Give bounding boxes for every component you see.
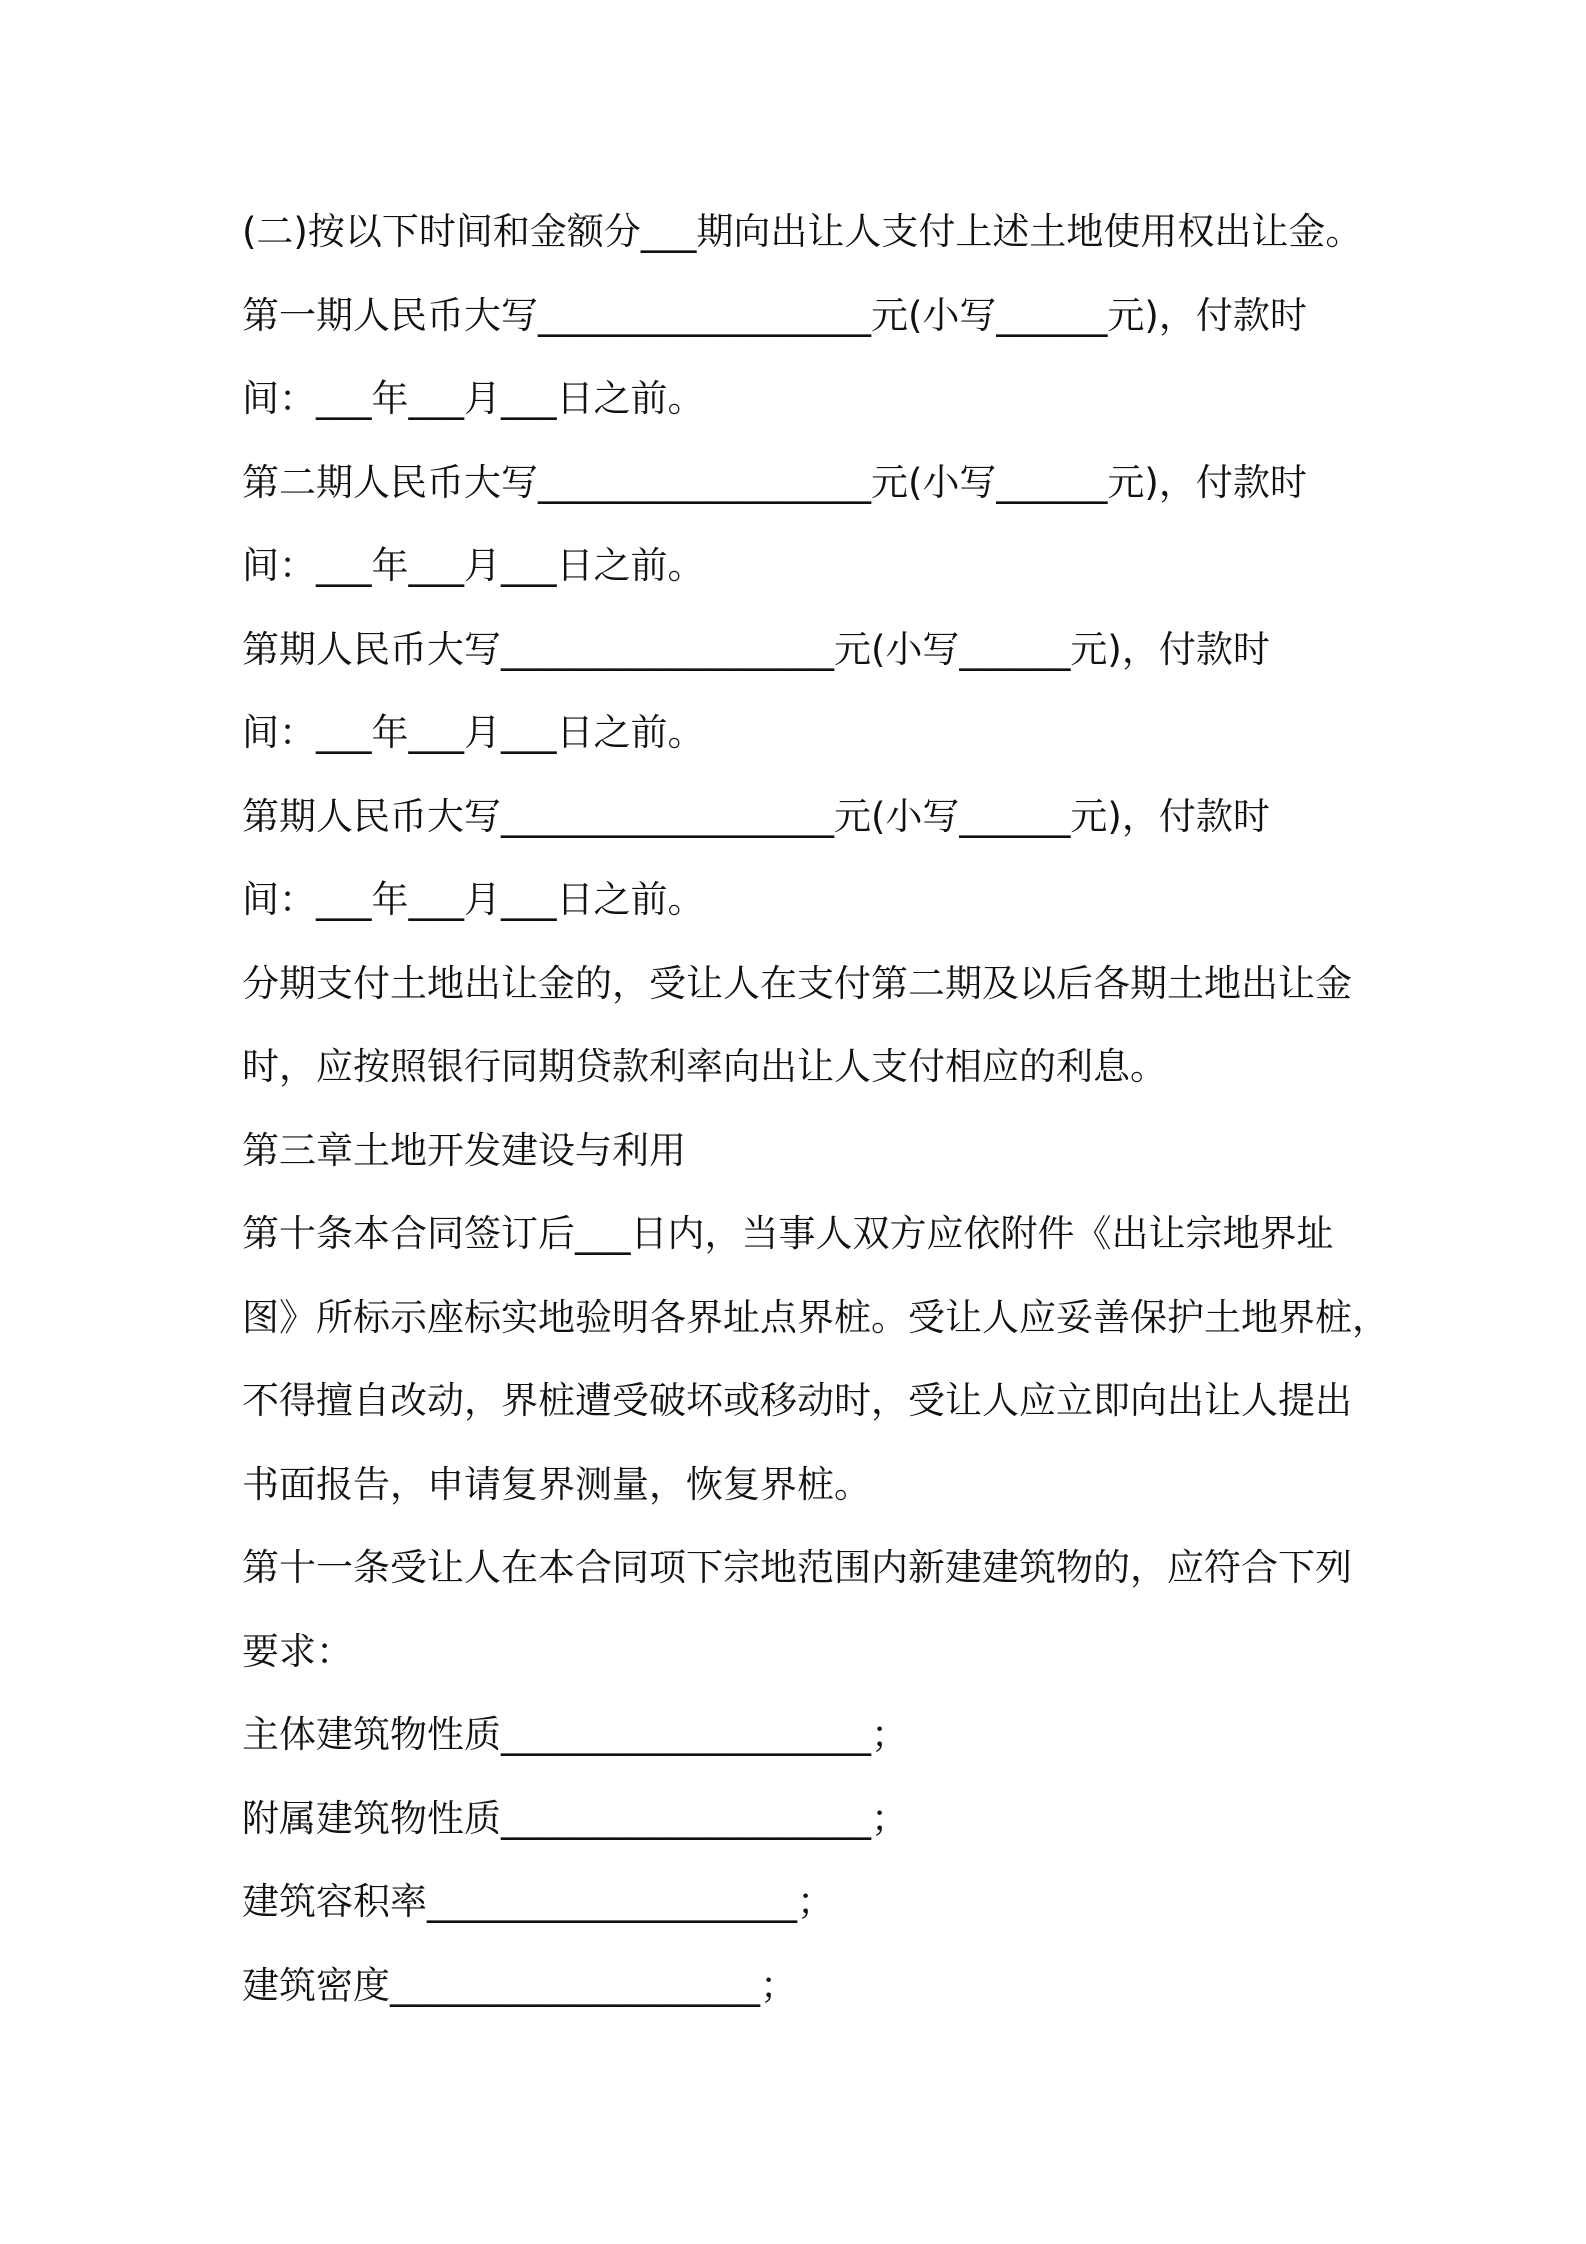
text-line: 时，应按照银行同期贷款利率向出让人支付相应的利息。: [242, 1045, 1167, 1088]
text-line: 间：___年___月___日之前。: [242, 711, 705, 754]
text-line: 第期人民币大写__________________元(小写______元)，付款时: [242, 794, 1270, 838]
text-line: 第十条本合同签订后___日内，当事人双方应依附件《出让宗地界址: [242, 1212, 1334, 1255]
text-line: 第一期人民币大写__________________元(小写______元)，付款时: [242, 293, 1307, 337]
text-line: 分期支付土地出让金的，受让人在支付第二期及以后各期土地出让金: [242, 961, 1352, 1005]
text-line: 间：___年___月___日之前。: [242, 878, 705, 921]
form-field-line: 建筑容积率____________________；: [242, 1880, 834, 1923]
text-line: 不得擅自改动，界桩遭受破坏或移动时，受让人应立即向出让人提出: [242, 1379, 1352, 1422]
text-line: 间：___年___月___日之前。: [242, 544, 705, 587]
text-line: 图》所标示座标实地验明各界址点界桩。受让人应妥善保护土地界桩，: [242, 1295, 1389, 1339]
text-line: 间：___年___月___日之前。: [242, 377, 705, 420]
text-line: 书面报告，申请复界测量，恢复界桩。: [242, 1462, 871, 1506]
document-page: [242, 197, 1389, 2034]
text-line: 要求：: [242, 1629, 353, 1673]
text-line: 第二期人民币大写__________________元(小写______元)，付款时: [242, 460, 1307, 504]
form-field-line: 附属建筑物性质____________________；: [242, 1796, 908, 1840]
text-line: (二)按以下时间和金额分___期向出让人支付上述土地使用权出让金。: [242, 210, 1363, 253]
chapter-heading: 第三章土地开发建设与利用: [242, 1128, 686, 1172]
form-field-line: 主体建筑物性质____________________；: [242, 1713, 908, 1756]
text-line: 第十一条受让人在本合同项下宗地范围内新建建筑物的，应符合下列: [242, 1546, 1352, 1589]
text-line: 第期人民币大写__________________元(小写______元)，付款时: [242, 627, 1270, 671]
form-field-line: 建筑密度____________________；: [242, 1963, 797, 2007]
